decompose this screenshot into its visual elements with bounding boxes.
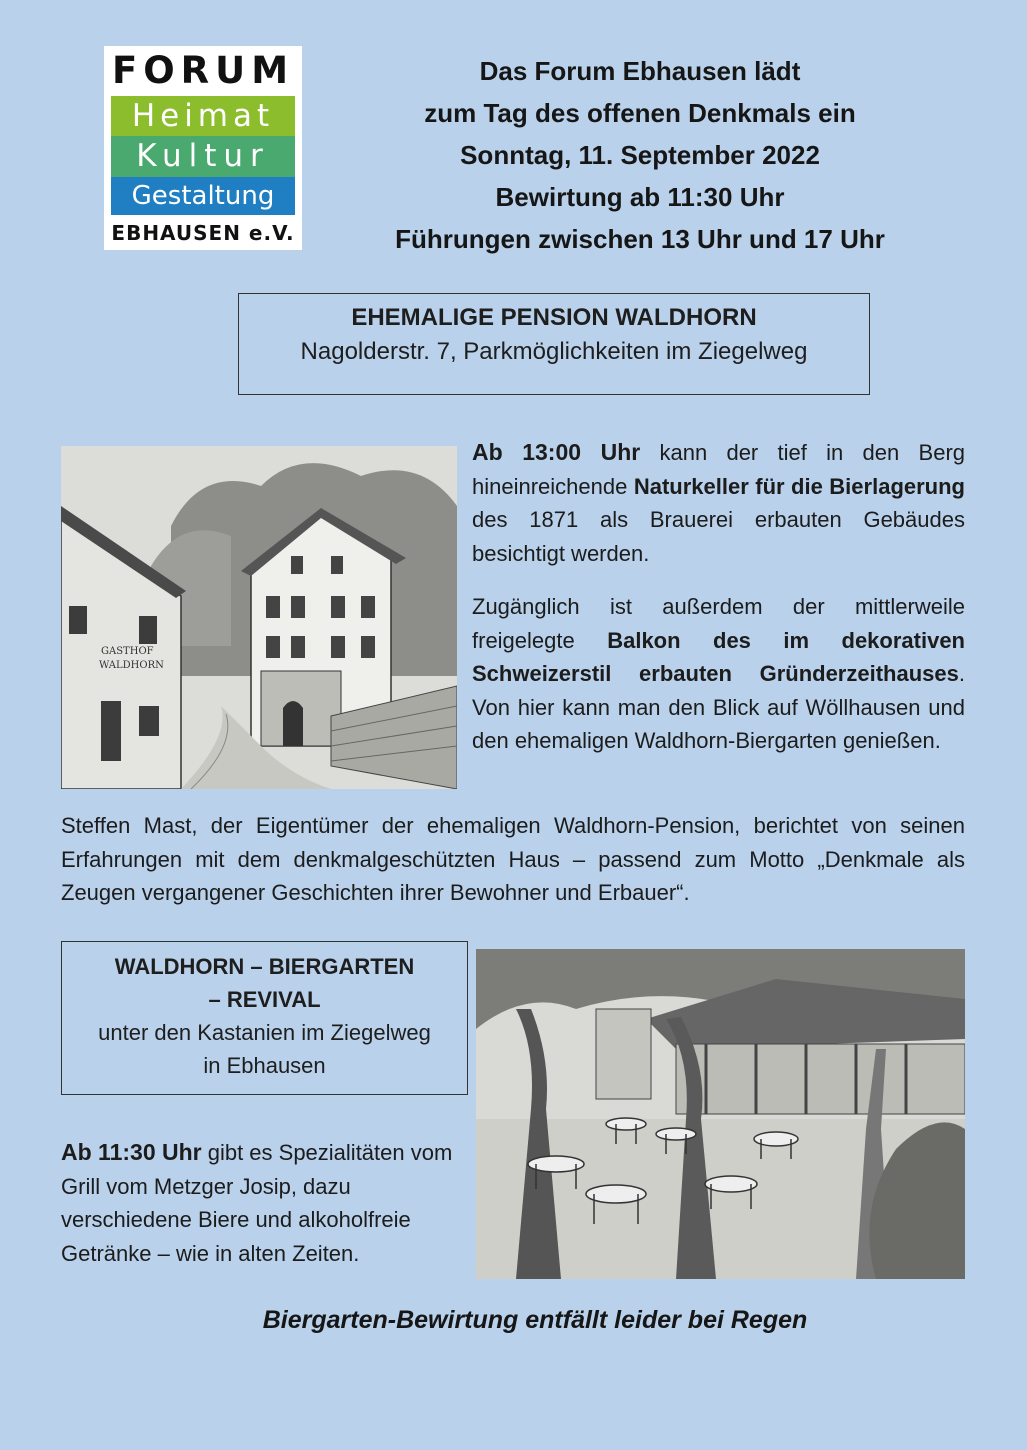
biergarten-sub-2: in Ebhausen (203, 1053, 326, 1078)
para2-text-a: Zugänglich ist außerdem der mittlerweile freigelegte (472, 594, 965, 653)
logo-gestaltung: Gestaltung (111, 177, 295, 215)
sign-waldhorn: WALDHORN (99, 660, 164, 671)
event-header (310, 50, 970, 260)
location-title: EHEMALIGE PENSION WALDHORN (351, 304, 757, 331)
para1-text-b: des 1871 als Brauerei erbauten Gebäudes besichtigt werden. (472, 507, 965, 566)
biergarten-title-2: – REVIVAL (208, 987, 321, 1012)
header-line-2: zum Tag des offenen Denkmals ein (424, 98, 856, 128)
para1-bold: Naturkeller für die Bierlagerung (633, 473, 965, 499)
logo-heimat: Heimat (111, 96, 295, 136)
rain-notice: Biergarten-Bewirtung entfällt leider bei Regen (262, 1306, 808, 1334)
para4-text: gibt es Spezialitäten vom Grill vom Metzger Josip, dazu verschiedene Biere und alkoholfreie Getränke – wie in alten Zeiten. (61, 1140, 453, 1266)
biergarten-title-1: WALDHORN – BIERGARTEN (114, 954, 415, 979)
header-tour-time: Führungen zwischen 13 Uhr und 17 Uhr (395, 224, 885, 254)
para2-text-b: . Von hier kann man den Blick auf Wöllhausen und den ehemaligen Waldhorn-Biergarten genießen. (472, 661, 965, 753)
photo-gasthof-waldhorn (61, 446, 457, 789)
biergarten-sub-1: unter den Kastanien im Ziegelweg (98, 1020, 431, 1045)
para4-time: Ab 11:30 Uhr (61, 1139, 202, 1165)
header-catering-time: Bewirtung ab 11:30 Uhr (495, 182, 785, 212)
para1-time: Ab 13:00 Uhr (472, 439, 641, 465)
header-line-1: Das Forum Ebhausen lädt (479, 56, 801, 86)
location-box-pension (238, 293, 870, 395)
logo-ebhausen: EBHAUSEN e.V. (111, 221, 295, 245)
para1-text-a: kann der tief in den Berg hineinreichende (472, 440, 965, 499)
location-box-biergarten (61, 941, 468, 1095)
photo-biergarten (476, 949, 965, 1279)
paragraph-grill (61, 1136, 461, 1270)
logo-forum: FORUM (111, 49, 295, 92)
paragraph-naturkeller (472, 436, 965, 570)
paragraph-steffen-mast: Steffen Mast, der Eigentümer der ehemaligen Waldhorn-Pension, berichtet von seinen Erfahrungen mit dem denkmalgeschützten Haus – passend zum Motto „Denkmale als Zeugen vergangener Geschichten ihrer Bewohner und Erbauer“. (61, 813, 965, 905)
logo-kultur: Kultur (111, 136, 295, 177)
location-address: Nagolderstr. 7, Parkmöglichkeiten im Ziegelweg (300, 338, 808, 365)
paragraph-balkon (472, 590, 965, 758)
forum-logo (104, 46, 302, 250)
header-date: Sonntag, 11. September 2022 (460, 140, 820, 170)
sign-gasthof: GASTHOF (101, 646, 154, 657)
para2-bold: Balkon des im dekorativen Schweizerstil erbauten Gründerzeithauses (472, 627, 965, 686)
